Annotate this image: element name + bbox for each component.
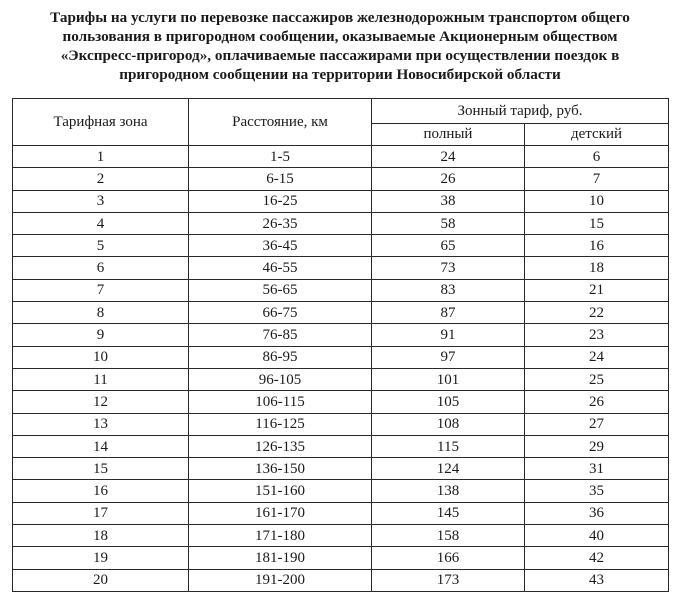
title-line-1: Тарифы на услуги по перевозке пассажиров железнодорожным транспортом общего [50,9,630,26]
cell-distance: 1-5 [189,146,372,168]
table-body [13,146,669,592]
cell-child-fare: 43 [525,569,669,591]
cell-distance: 106-115 [189,391,372,413]
cell-distance: 191-200 [189,569,372,591]
table-row [13,480,669,502]
document-title [14,8,666,84]
cell-child-fare: 15 [525,212,669,234]
cell-zone: 16 [13,480,189,502]
cell-child-fare: 24 [525,346,669,368]
header-row-1 [13,99,669,124]
cell-zone: 8 [13,302,189,324]
cell-full-fare: 87 [372,302,525,324]
table-row [13,324,669,346]
header-zone: Тарифная зона [13,99,189,146]
cell-zone: 15 [13,458,189,480]
cell-child-fare: 10 [525,190,669,212]
cell-zone: 11 [13,368,189,390]
table-row [13,435,669,457]
table-row [13,547,669,569]
cell-distance: 96-105 [189,368,372,390]
cell-full-fare: 115 [372,435,525,457]
cell-child-fare: 40 [525,525,669,547]
cell-full-fare: 138 [372,480,525,502]
table-row [13,302,669,324]
cell-distance: 116-125 [189,413,372,435]
cell-distance: 56-65 [189,279,372,301]
cell-full-fare: 65 [372,235,525,257]
cell-zone: 12 [13,391,189,413]
header-zone-tariff: Зонный тариф, руб. [372,99,669,124]
table-row [13,569,669,591]
cell-full-fare: 173 [372,569,525,591]
cell-child-fare: 22 [525,302,669,324]
cell-child-fare: 27 [525,413,669,435]
cell-zone: 1 [13,146,189,168]
cell-distance: 151-160 [189,480,372,502]
cell-child-fare: 29 [525,435,669,457]
cell-zone: 13 [13,413,189,435]
cell-child-fare: 26 [525,391,669,413]
table-row [13,391,669,413]
table-row [13,413,669,435]
cell-zone: 10 [13,346,189,368]
table-header [13,99,669,146]
cell-child-fare: 42 [525,547,669,569]
cell-full-fare: 108 [372,413,525,435]
cell-distance: 66-75 [189,302,372,324]
cell-zone: 9 [13,324,189,346]
cell-full-fare: 145 [372,502,525,524]
cell-zone: 4 [13,212,189,234]
cell-full-fare: 101 [372,368,525,390]
cell-distance: 126-135 [189,435,372,457]
table-row [13,279,669,301]
cell-zone: 14 [13,435,189,457]
table-row [13,168,669,190]
table-row [13,368,669,390]
cell-full-fare: 91 [372,324,525,346]
cell-child-fare: 23 [525,324,669,346]
cell-zone: 17 [13,502,189,524]
cell-full-fare: 105 [372,391,525,413]
cell-child-fare: 7 [525,168,669,190]
cell-full-fare: 26 [372,168,525,190]
table-row [13,146,669,168]
cell-distance: 181-190 [189,547,372,569]
cell-zone: 7 [13,279,189,301]
cell-full-fare: 38 [372,190,525,212]
table-row [13,257,669,279]
cell-full-fare: 58 [372,212,525,234]
cell-zone: 3 [13,190,189,212]
cell-distance: 136-150 [189,458,372,480]
cell-full-fare: 24 [372,146,525,168]
table-row [13,502,669,524]
cell-full-fare: 158 [372,525,525,547]
header-distance: Расстояние, км [189,99,372,146]
title-line-2: пользования в пригородном сообщении, оказываемые Акционерным обществом [62,28,618,45]
cell-zone: 18 [13,525,189,547]
cell-distance: 16-25 [189,190,372,212]
cell-child-fare: 21 [525,279,669,301]
cell-distance: 6-15 [189,168,372,190]
table-row [13,525,669,547]
cell-zone: 20 [13,569,189,591]
cell-zone: 6 [13,257,189,279]
cell-child-fare: 16 [525,235,669,257]
table-row [13,458,669,480]
table-row [13,346,669,368]
cell-distance: 46-55 [189,257,372,279]
header-child: детский [525,124,669,146]
cell-zone: 19 [13,547,189,569]
header-full: полный [372,124,525,146]
cell-child-fare: 31 [525,458,669,480]
cell-zone: 2 [13,168,189,190]
cell-full-fare: 166 [372,547,525,569]
cell-full-fare: 124 [372,458,525,480]
cell-full-fare: 73 [372,257,525,279]
cell-child-fare: 6 [525,146,669,168]
cell-distance: 36-45 [189,235,372,257]
title-line-3: «Экспресс-пригород», оплачиваемые пассажирами при осуществлении поездок в [60,47,620,64]
cell-full-fare: 83 [372,279,525,301]
table-row [13,190,669,212]
cell-distance: 86-95 [189,346,372,368]
cell-zone: 5 [13,235,189,257]
title-line-4: пригородном сообщении на территории Новосибирской области [119,66,561,83]
cell-child-fare: 25 [525,368,669,390]
tariff-table [12,98,669,592]
cell-child-fare: 36 [525,502,669,524]
cell-child-fare: 35 [525,480,669,502]
table-row [13,212,669,234]
cell-distance: 171-180 [189,525,372,547]
cell-child-fare: 18 [525,257,669,279]
cell-full-fare: 97 [372,346,525,368]
cell-distance: 161-170 [189,502,372,524]
cell-distance: 76-85 [189,324,372,346]
cell-distance: 26-35 [189,212,372,234]
table-row [13,235,669,257]
